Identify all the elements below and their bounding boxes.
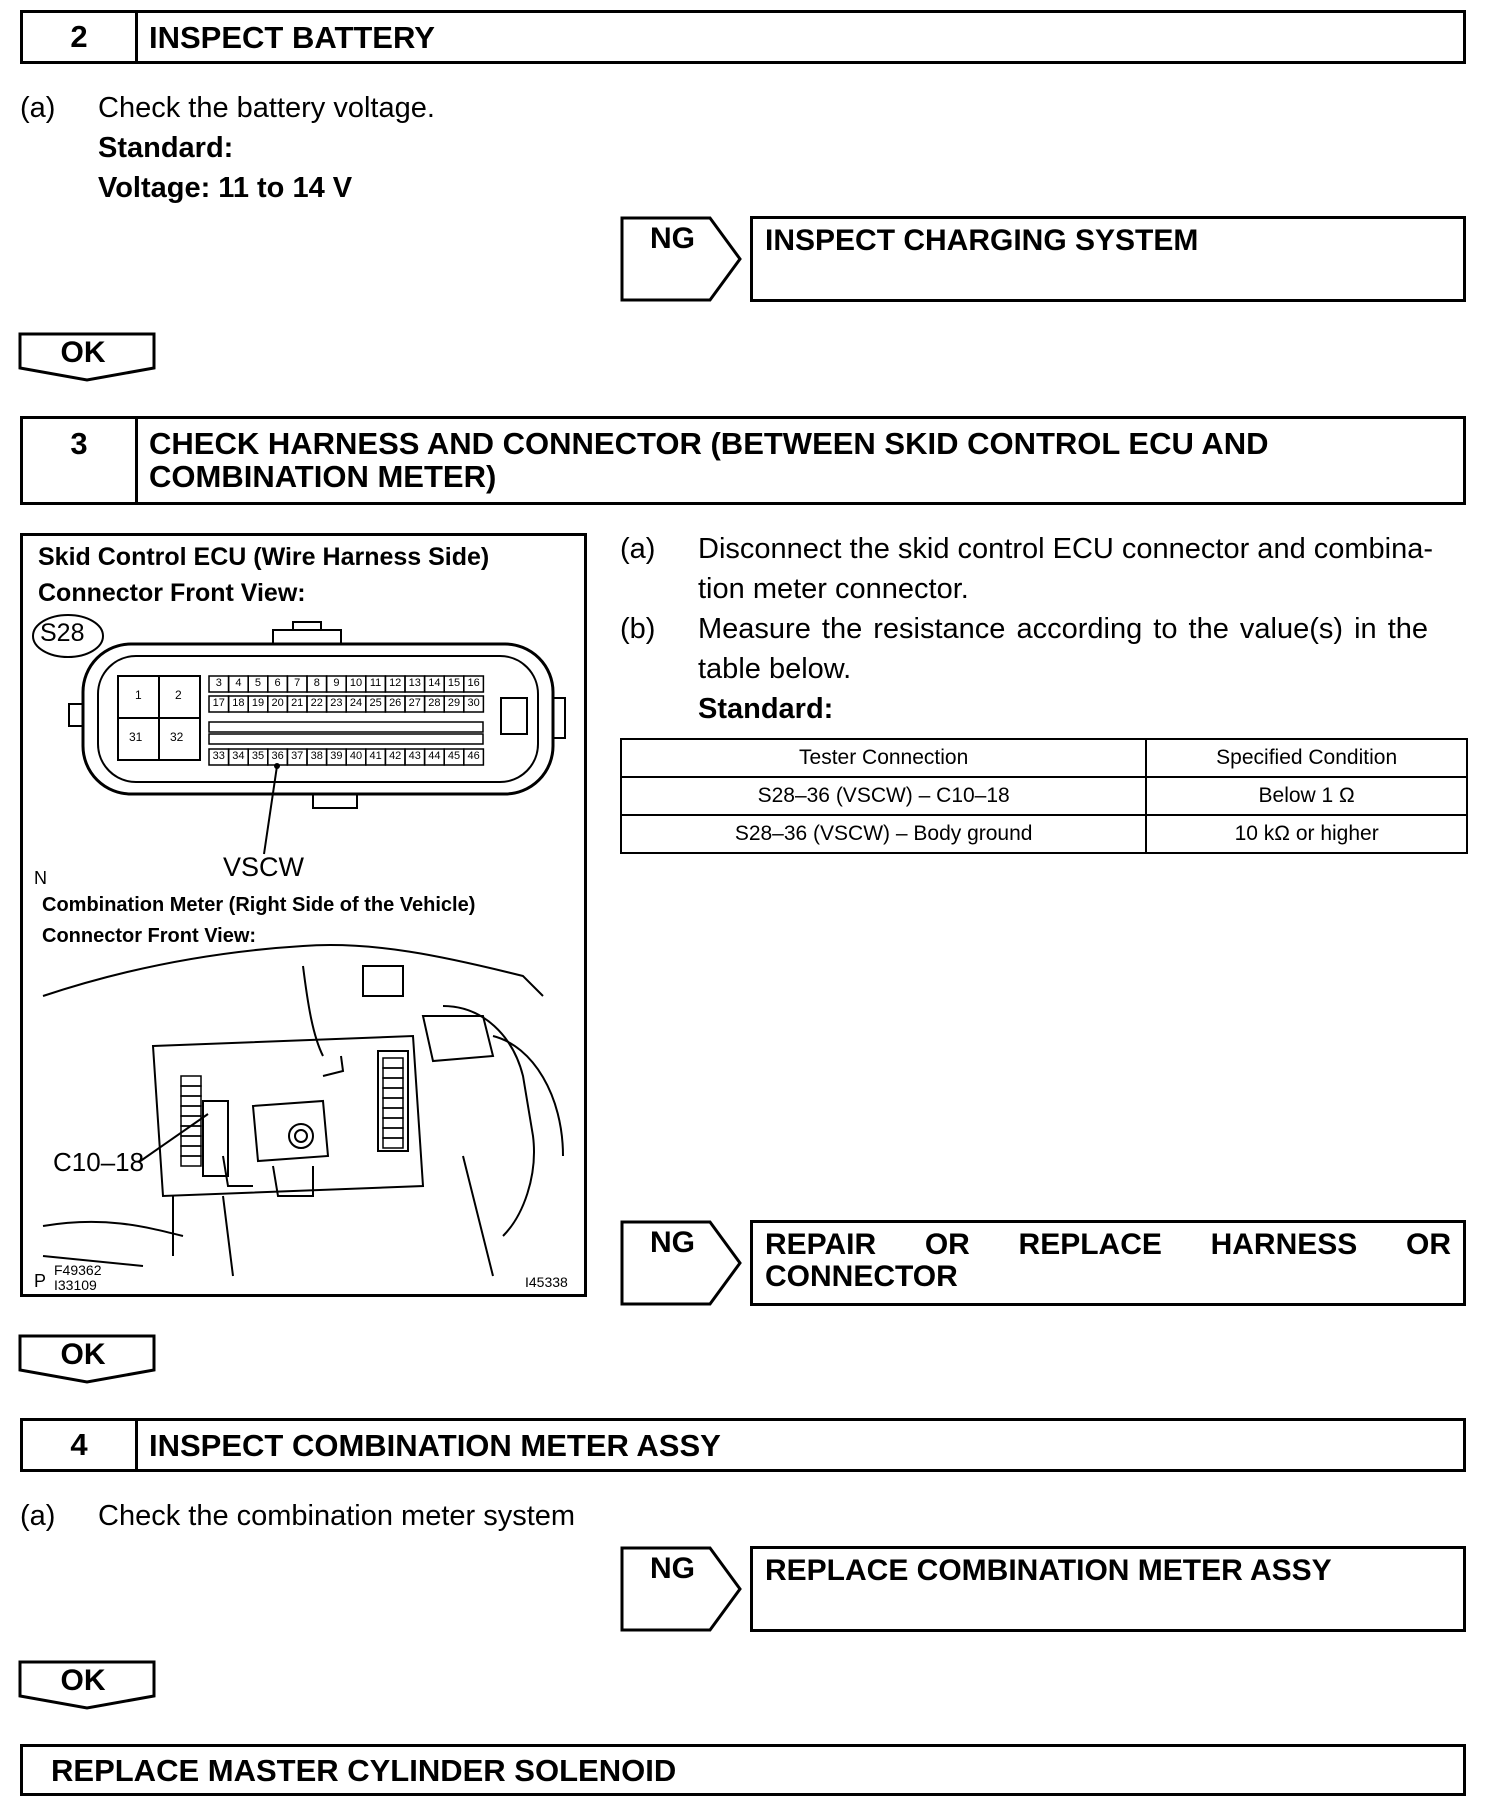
meter-pin-cell [383,1078,403,1088]
step-3-title-line2: COMBINATION METER) [149,459,497,494]
pin-label: 34 [232,750,245,762]
pin-label: 27 [408,697,421,709]
pin-label: 43 [408,750,421,762]
meter-pin-cell [383,1108,403,1118]
pin-label: 44 [428,750,441,762]
step-2-item-a-text: Check the battery voltage. [98,92,435,124]
step-2-header [20,10,1466,64]
pin-label: 18 [232,697,245,709]
meter-pin-cell [181,1156,201,1166]
connector-latch-bottom [313,794,357,808]
table-header-row [621,739,1467,777]
standard-table [620,738,1468,854]
ng-word: REPLACE [1018,1228,1162,1261]
meter-pin-cell [383,1088,403,1098]
meter-pin-cell [181,1146,201,1156]
pin-label: 26 [389,697,402,709]
step-3-ng-action-line2: CONNECTOR [765,1260,958,1293]
pin-label: 21 [291,697,304,709]
step-3-ng-action-line1 [765,1229,1451,1261]
pin-label: 24 [349,697,363,709]
step-4-item-a-text: Check the combination meter system [98,1500,576,1532]
figure-code-1: F49362 [54,1262,102,1278]
step-3-number: 3 [23,419,138,502]
pin-label: 4 [235,677,242,689]
final-action-text: REPLACE MASTER CYLINDER SOLENOID [51,1753,677,1788]
pin-label: 37 [291,750,304,762]
table-header-cell: Specified Condition [1146,739,1467,777]
step-4-ng-arrow [620,1546,742,1632]
table-row [621,815,1467,853]
pin-label: 39 [330,750,343,762]
meter-pin-cell [181,1086,201,1096]
step-3-item-b-line2: table below. [698,653,852,685]
step-4-item-a-label: (a) [20,1500,56,1532]
pin-label: 36 [271,750,284,762]
pin-label: 14 [428,677,441,689]
step-2-item-a-label: (a) [20,92,56,124]
step-2-ng-action [750,216,1466,302]
c10-18-label: C10–18 [53,1147,145,1177]
step-3-standard-label: Standard: [698,693,834,725]
vscw-leader-line [264,766,277,854]
meter-title: Combination Meter (Right Side of the Vehicle) [42,894,476,916]
pin-label: 45 [447,750,461,762]
pin-label: 28 [428,697,441,709]
n-label: N [34,868,47,888]
step-4-ng-label: NG [650,1552,695,1585]
step-4-header [20,1418,1466,1472]
combination-meter-sketch [43,945,563,1276]
step-2-ng-label: NG [650,222,695,255]
step-4-title: INSPECT COMBINATION METER ASSY [149,1428,721,1463]
pin-label: 5 [254,677,262,689]
step-2-ng-action-text: INSPECT CHARGING SYSTEM [765,224,1199,257]
table-cell: 10 kΩ or higher [1146,815,1467,853]
meter-connector-pins [181,1058,403,1166]
pin-label: 12 [389,677,402,689]
meter-pin-cell [181,1136,201,1146]
step-4-ng-action [750,1546,1466,1632]
pin-label: 42 [389,750,402,762]
step-2-number: 2 [23,13,138,61]
vscw-label: VSCW [223,852,304,882]
meter-pin-cell [383,1068,403,1078]
meter-pin-cell [383,1128,403,1138]
pin-32-label: 32 [170,730,184,744]
table-cell: S28–36 (VSCW) – Body ground [621,815,1146,853]
pin-label: 8 [313,677,320,689]
pin-label: 20 [271,697,284,709]
step-4-ok-arrow [18,1660,158,1710]
meter-pin-cell [383,1118,403,1128]
step-2-standard-value: Voltage: 11 to 14 V [98,172,353,204]
ng-word: OR [1406,1228,1451,1261]
pin-label: 13 [408,677,421,689]
step-3-ng-action [750,1220,1466,1306]
table-cell: Below 1 Ω [1146,777,1467,815]
step-3-item-a-line2: tion meter connector. [698,573,969,605]
step-4-ng-action-text: REPLACE COMBINATION METER ASSY [765,1554,1332,1587]
pin-2-label: 2 [175,688,182,702]
pin-label: 15 [447,677,461,689]
p-label: P [34,1271,47,1291]
pin-label: 9 [333,677,340,689]
step-4-number: 4 [23,1421,138,1469]
meter-pin-cell [181,1096,201,1106]
table-cell: S28–36 (VSCW) – C10–18 [621,777,1146,815]
figure-code-3: I45338 [525,1274,568,1290]
pin-label: 23 [330,697,343,709]
pin-label: 25 [369,697,382,709]
ng-word: REPAIR [765,1228,877,1261]
step-2-ok-arrow [18,332,158,382]
pin-label: 29 [447,697,461,709]
meter-pin-cell [383,1138,403,1148]
pin-label: 10 [349,677,363,689]
pin-31-label: 31 [129,730,143,744]
pin-label: 7 [294,677,301,689]
pin-label: 22 [310,697,323,709]
figure-code-2: I33109 [54,1277,97,1293]
meter-pin-cell [383,1058,403,1068]
pin-label: 17 [212,697,225,709]
step-3-item-a-label: (a) [620,533,656,565]
ng-word: OR [924,1228,970,1261]
pin-label: 19 [251,697,265,709]
ng-word: HARNESS [1210,1228,1358,1261]
step-3-item-b-label: (b) [620,613,656,645]
meter-pin-cell [383,1098,403,1108]
pin-label: 46 [467,750,480,762]
step-3-item-a-line1: Disconnect the skid control ECU connector and combina- [698,533,1434,565]
c10-leader-line [139,1114,208,1162]
connector-figure [20,533,587,1297]
pin-label: 6 [274,677,281,689]
ecu-title: Skid Control ECU (Wire Harness Side) [38,543,490,571]
table-row [621,777,1467,815]
pin-label: 38 [310,750,323,762]
pin-label: 33 [212,750,225,762]
ecu-subtitle: Connector Front View: [38,579,306,607]
connector-id-label: S28 [40,619,85,647]
step-3-ng-label: NG [650,1226,695,1259]
pin-1-label: 1 [135,688,142,702]
step-3-title-line1: CHECK HARNESS AND CONNECTOR (BETWEEN SKID CONTROL ECU AND [149,426,1269,461]
step-2-ok-label: OK [60,336,106,369]
step-2-standard-label: Standard: [98,132,234,164]
pin-label: 40 [349,750,363,762]
pin-label: 16 [467,677,480,689]
final-action-box [20,1744,1466,1796]
pin-label: 35 [251,750,265,762]
pin-label: 3 [215,677,222,689]
connector-latch-top [273,630,341,644]
table-header-cell: Tester Connection [621,739,1146,777]
pin-label: 30 [467,697,480,709]
pin-label: 41 [369,750,382,762]
step-2-title: INSPECT BATTERY [149,20,435,55]
pin-label: 11 [369,677,382,689]
step-3-header [20,416,1466,505]
step-3-ng-arrow [620,1220,742,1306]
step-4-ok-label: OK [60,1664,106,1697]
step-2-ng-arrow [620,216,742,302]
step-3-item-b-line1: Measure the resistance according to the value(s) in the [698,613,1429,645]
meter-pin-cell [181,1106,201,1116]
meter-subtitle: Connector Front View: [42,925,257,947]
step-3-ok-arrow [18,1334,158,1384]
step-3-ok-label: OK [60,1338,106,1371]
meter-pin-cell [181,1076,201,1086]
